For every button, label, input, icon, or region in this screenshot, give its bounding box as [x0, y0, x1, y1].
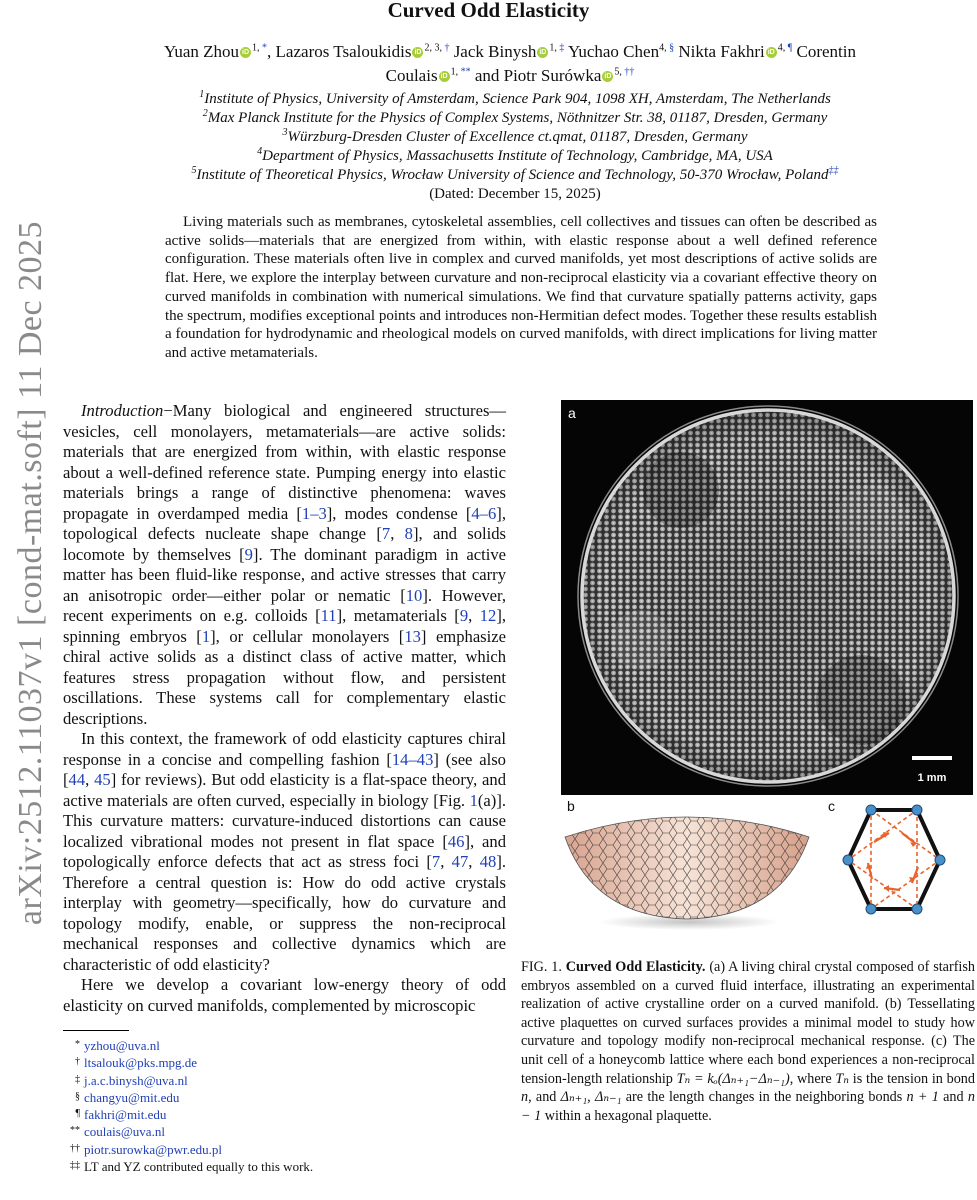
author-footnote-link[interactable]: ** — [460, 66, 471, 78]
citation-link[interactable]: 44 — [68, 770, 86, 789]
citation-link[interactable]: 1 — [201, 626, 211, 646]
author-footnote-link[interactable]: * — [262, 42, 268, 54]
non-reciprocal-bonds — [848, 810, 940, 909]
footnote-divider — [63, 1030, 129, 1031]
panel-label-c: c — [828, 798, 835, 814]
affiliation-text: Würzburg-Dresden Cluster of Excellence ct.qmat, 01187, Dresden, Germany — [287, 129, 748, 145]
affiliation-line — [150, 90, 880, 109]
hexagon-bonds — [848, 810, 940, 909]
affiliation-number: 1 — [199, 89, 205, 100]
email-link[interactable]: yzhou@uva.nl — [84, 1038, 160, 1053]
orcid-icon[interactable]: iD — [604, 72, 612, 80]
author-list — [150, 40, 870, 88]
footnote-mark: †† — [70, 1142, 80, 1154]
orcid-icon[interactable]: iD — [440, 72, 448, 80]
footnote-mark: ‡‡ — [70, 1160, 80, 1172]
hexagon-unit-cell — [814, 797, 974, 930]
footnotes — [63, 1037, 503, 1175]
footnote-item — [63, 1037, 503, 1054]
footnote-mark: * — [75, 1039, 80, 1050]
dated-line: (Dated: December 15, 2025) — [429, 186, 601, 202]
panel-label-a: a — [568, 405, 576, 421]
citation-link[interactable]: 9 — [459, 606, 469, 625]
author-affiliation: 5, — [614, 66, 625, 78]
email-link[interactable]: piotr.surowka@pwr.edu.pl — [84, 1141, 222, 1157]
author-name: Lazaros Tsaloukidis — [275, 42, 412, 61]
citation-link[interactable]: 48 — [479, 852, 497, 871]
footnote-item — [63, 1106, 503, 1123]
author-separator: , — [267, 42, 276, 61]
affiliation-text: Institute of Theoretical Physics, Wrocław University of Science and Technology, 50-370 Wrocław, Poland — [196, 167, 829, 183]
figure-panel-a — [561, 400, 973, 795]
email-link[interactable]: j.a.c.binysh@uva.nl — [84, 1072, 188, 1088]
citation-link[interactable]: 12 — [479, 606, 497, 625]
orcid-icon[interactable]: iD — [414, 48, 422, 56]
affiliation-text: Max Planck Institute for the Physics of Complex Systems, Nöthnitzer Str. 38, 01187, Dresden, Germany — [207, 110, 828, 126]
paragraph-introduction: Introduction−Many biological and engineered structures—vesicles, cell monolayers, metamaterials—are active solids: materials that are energized from within, with elastic response about a well-defined reference state. Pumping energy into elastic materials brings a range of distinctive phenomena: waves propagate in overdamped media [1–3], modes condense [4–6], topological defects nucleate shape change [7, 8], and solids locomote by themselves [9]. The dominant paradigm in active matter has been fluid-like response, and active stresses that carry an anisotropic order—either polar or nematic [10]. However, recent experiments on e.g. colloids [11], metamaterials [9, 12], spinning embryos [1], or cellular monolayers [13] emphasize chiral active solids as a distinct class of active matter, which features stress propagation without flow, and persistent oscillations. These systems call for complementary elastic descriptions. — [63, 401, 507, 728]
affiliation-list — [150, 90, 880, 204]
equation-tension-length: Tₙ = kₒ(Δₙ₊₁−Δₙ₋₁) — [676, 1070, 790, 1087]
figure-panel-b — [561, 797, 813, 930]
body-column-left — [63, 401, 506, 1016]
figure-panel-c — [814, 797, 974, 930]
affiliation-number: 5 — [191, 165, 197, 176]
citation-link[interactable]: 1–3 — [301, 503, 327, 523]
caption-title: Curved Odd Elasticity. — [565, 959, 706, 975]
author-footnote-link[interactable]: †† — [624, 66, 635, 78]
affiliation-line — [150, 166, 880, 185]
affiliation-line — [150, 128, 880, 147]
footnote-item — [63, 1141, 503, 1158]
author-affiliation: 1, — [252, 42, 263, 54]
affiliation-number: 3 — [282, 127, 288, 138]
citation-link[interactable]: 4–6 — [471, 503, 497, 523]
affiliation-number: 2 — [202, 108, 208, 119]
footnote-mark: ¶ — [75, 1108, 80, 1120]
citation-link[interactable]: 9 — [244, 544, 253, 564]
footnote-item — [63, 1158, 503, 1175]
footnote-mark: ‡ — [75, 1073, 80, 1085]
footnote-text: LT and YZ contributed equally to this work. — [84, 1159, 314, 1175]
figure-link[interactable]: 1 — [469, 790, 478, 810]
footnote-item — [63, 1054, 503, 1071]
citation-link[interactable]: 7 — [381, 524, 391, 543]
footnote-mark: § — [75, 1090, 80, 1102]
author-affiliation: 1, — [450, 66, 461, 78]
citation-link[interactable]: 8 — [404, 524, 413, 543]
section-heading-introduction: Introduction — [81, 401, 164, 420]
citation-link[interactable]: 47 — [451, 852, 469, 871]
citation-link[interactable]: 45 — [94, 770, 111, 789]
email-link[interactable]: coulais@uva.nl — [84, 1124, 165, 1140]
author-name: Jack Binysh — [453, 42, 537, 61]
scale-bar-label: 1 mm — [917, 772, 947, 784]
orcid-icon[interactable]: iD — [767, 48, 775, 56]
paper-title: Curved Odd Elasticity — [387, 0, 590, 22]
author-affiliation: 4, — [777, 42, 788, 54]
panel-label-b: b — [567, 798, 575, 814]
footnote-mark: † — [75, 1056, 80, 1068]
footnote-item — [63, 1072, 503, 1089]
email-link[interactable]: fakhri@mit.edu — [84, 1107, 167, 1123]
orcid-icon[interactable]: iD — [539, 48, 547, 56]
author-footnote-link[interactable]: † — [444, 42, 450, 54]
citation-link[interactable]: 7 — [431, 852, 441, 871]
citation-link[interactable]: 14–43 — [391, 749, 434, 769]
affiliation-number: 4 — [257, 146, 263, 157]
citation-link[interactable]: 46 — [447, 831, 465, 851]
lattice-nodes — [843, 805, 945, 914]
orcid-icon[interactable]: iD — [242, 48, 250, 56]
arxiv-identifier-stamp: arXiv:2512.11037v1 [cond-mat.soft] 11 Dec 2025 — [12, 220, 49, 926]
citation-link[interactable]: 11 — [320, 606, 337, 625]
abstract: Living materials such as membranes, cytoskeletal assemblies, cell collectives and tissues can often be described as active solids—materials that are energized from within, with elastic response about a well defined reference configuration. These materials often live in complex and curved manifolds, yet most descriptions of active solids are flat. Here, we explore the interplay between curvature and non-reciprocal elasticity via a covariant effective theory on curved manifolds in combination with numerical simulations. We find that curvature spatially patterns activity, gaps the spectrum, modifies exceptional points and introduces non-Hermitian defect modes. Together these results establish a foundation for hydrodynamic and rheological models on curved manifolds, with direct implications for living matter and active metamaterials. — [165, 214, 877, 361]
author-name: Yuan Zhou — [163, 42, 240, 61]
author-name: Piotr Surówka — [503, 66, 602, 85]
author-name: Corentin Coulais — [385, 42, 857, 85]
author-footnote-link[interactable]: § — [669, 42, 675, 54]
paragraph-odd-elasticity: In this context, the framework of odd elasticity captures chiral response in a concise and compelling fashion [14–43] (see also [44, 45] for reviews). But odd elasticity is a flat-space theory, and active materials are often curved, especially in biology [Fig. 1(a)]. This curvature matters: curvature-induced distortions can cause localized vibrational modes not present in flat space [46], and topologically enforce defects that act as stress foci [7, 47, 48]. Therefore a central question is: How do odd active crystals interplay with geometry—specifically, how do curvature and topology modify, enable, or suppress the non-reciprocal mechanical responses and collective dynamics which are characteristic of odd elasticity? — [63, 729, 507, 974]
footnote-item — [63, 1089, 503, 1106]
affiliation-footnote-link[interactable]: ‡‡ — [828, 165, 839, 176]
caption-figure-number: FIG. 1. — [521, 959, 562, 975]
affiliation-line — [150, 109, 880, 128]
citation-link[interactable]: 13 — [404, 626, 421, 646]
scale-bar — [912, 756, 952, 760]
author-affiliation: 2, 3, — [424, 42, 445, 54]
author-name: Yuchao Chen — [567, 42, 660, 61]
email-link[interactable]: changyu@mit.edu — [84, 1089, 180, 1105]
author-name: Nikta Fakhri — [678, 42, 765, 61]
curved-tessellation-image — [561, 797, 813, 930]
figure-caption: FIG. 1. Curved Odd Elasticity. (a) A living chiral crystal composed of starfish embryos assembled on a curved fluid interface, illustrating an experimental realization of active crystalline order on a curved manifold. (b) Tessellating active plaquettes on curved surfaces provides a minimal model to study how curvature and topology modify non-reciprocal mechanical response. (c) The unit cell of a honeycomb lattice where each bond experiences a non-reciprocal tension-length relationship Tₙ = kₒ(Δₙ₊₁−Δₙ₋₁), where Tₙ is the tension in bond n, and Δₙ₊₁, Δₙ₋₁ are the length changes in the neighboring bonds n + 1 and n − 1 within a hexagonal plaquette. — [521, 959, 975, 1124]
author-footnote-link[interactable]: ¶ — [787, 42, 793, 54]
author-footnote-link[interactable]: ‡ — [559, 42, 565, 54]
citation-link[interactable]: 10 — [405, 585, 423, 605]
footnote-item — [63, 1123, 503, 1140]
author-affiliation: 4, — [659, 42, 670, 54]
embryo-crystal-image — [561, 400, 973, 795]
email-link[interactable]: ltsalouk@pks.mpg.de — [84, 1055, 198, 1071]
author-separator: and — [470, 66, 504, 85]
author-affiliation: 1, — [549, 42, 560, 54]
affiliation-text: Institute of Physics, University of Amsterdam, Science Park 904, 1098 XH, Amsterdam, The Netherlands — [204, 91, 831, 107]
footnote-mark: ** — [70, 1125, 80, 1137]
affiliation-line — [150, 147, 880, 166]
paragraph-here-we-develop: Here we develop a covariant low-energy theory of odd elasticity on curved manifolds, complemented by microscopic — [63, 975, 506, 1015]
affiliation-text: Department of Physics, Massachusetts Institute of Technology, Cambridge, MA, USA — [262, 148, 773, 164]
